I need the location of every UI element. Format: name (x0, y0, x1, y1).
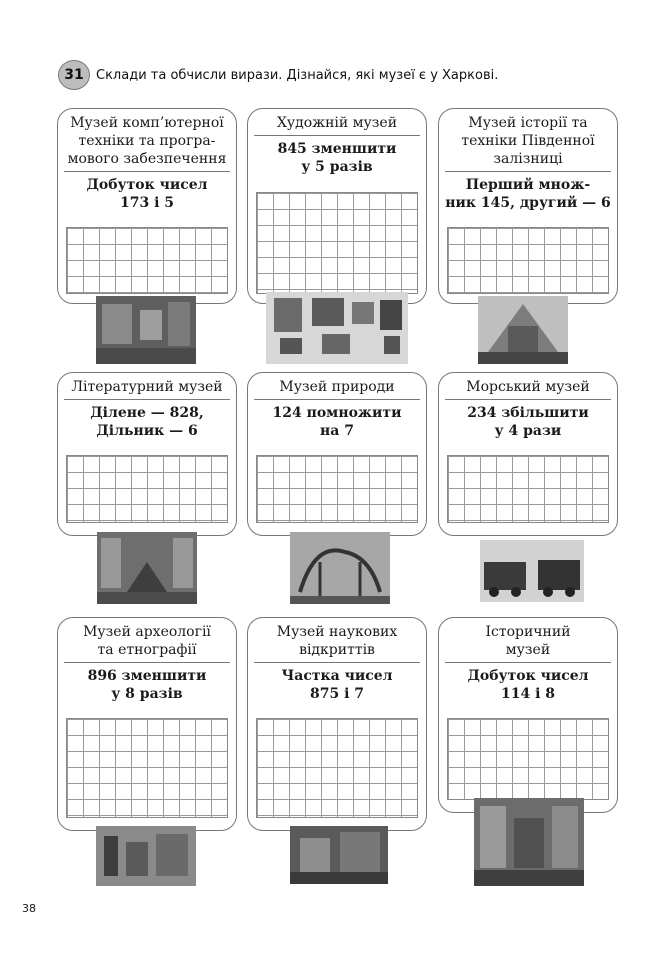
railway-museum-photo (478, 296, 568, 364)
card-expression: 896 зменшити у 8 разів (87, 668, 207, 702)
answer-grid[interactable] (66, 227, 228, 294)
museum-card-nature (247, 372, 427, 536)
card-title: Історичний музей (485, 624, 571, 658)
answer-grid[interactable] (256, 455, 418, 523)
answer-grid[interactable] (66, 718, 228, 818)
answer-grid[interactable] (447, 718, 609, 800)
card-expression: Ділене — 828, Дільник — 6 (90, 405, 204, 439)
card-expression: Добуток чисел 114 і 8 (467, 668, 589, 702)
card-title: Музей історії та техніки Південної залізниці (461, 115, 595, 167)
science-museum-photo (290, 826, 388, 884)
card-title: Літературний музей (71, 379, 223, 395)
card-expression: 234 збільшити у 4 рази (467, 405, 589, 439)
card-title: Музей природи (279, 379, 395, 395)
answer-grid[interactable] (447, 227, 609, 294)
task-number-badge: 31 (58, 60, 90, 90)
card-expression: Добуток чисел 173 і 5 (86, 177, 208, 211)
maritime-museum-photo (480, 540, 584, 602)
card-expression: 124 помножити на 7 (272, 405, 402, 439)
museum-card-maritime (438, 372, 618, 536)
card-title: Музей комп’ютерної техніки та програ- мового забезпечення (67, 115, 227, 167)
museum-card-computer (57, 108, 237, 304)
card-expression: 845 зменшити у 5 разів (277, 141, 397, 175)
card-title: Художній музей (276, 115, 398, 131)
answer-grid[interactable] (447, 455, 609, 523)
museum-card-archaeology (57, 617, 237, 831)
museum-card-science (247, 617, 427, 831)
archaeology-museum-photo (96, 826, 196, 886)
art-museum-photo (266, 292, 408, 364)
card-expression: Перший множ- ник 145, другий — 6 (445, 177, 611, 211)
museum-card-art (247, 108, 427, 304)
answer-grid[interactable] (256, 718, 418, 818)
answer-grid[interactable] (66, 455, 228, 523)
answer-grid[interactable] (256, 192, 418, 294)
museum-card-history (438, 617, 618, 813)
card-expression: Частка чисел 875 і 7 (281, 668, 393, 702)
literary-museum-photo (97, 532, 197, 604)
card-title: Музей наукових відкриттів (276, 624, 398, 658)
museum-card-literary (57, 372, 237, 536)
nature-museum-photo (290, 532, 390, 604)
card-title: Морський музей (466, 379, 590, 395)
museum-card-railway (438, 108, 618, 304)
computer-museum-photo (96, 296, 196, 364)
card-title: Музей археології та етнографії (83, 624, 211, 658)
task-instruction: Склади та обчисли вирази. Дізнайся, які музеї є у Харкові. (96, 67, 499, 83)
history-museum-photo (474, 798, 584, 886)
task-header (58, 60, 498, 90)
page-number: 38 (22, 902, 36, 915)
